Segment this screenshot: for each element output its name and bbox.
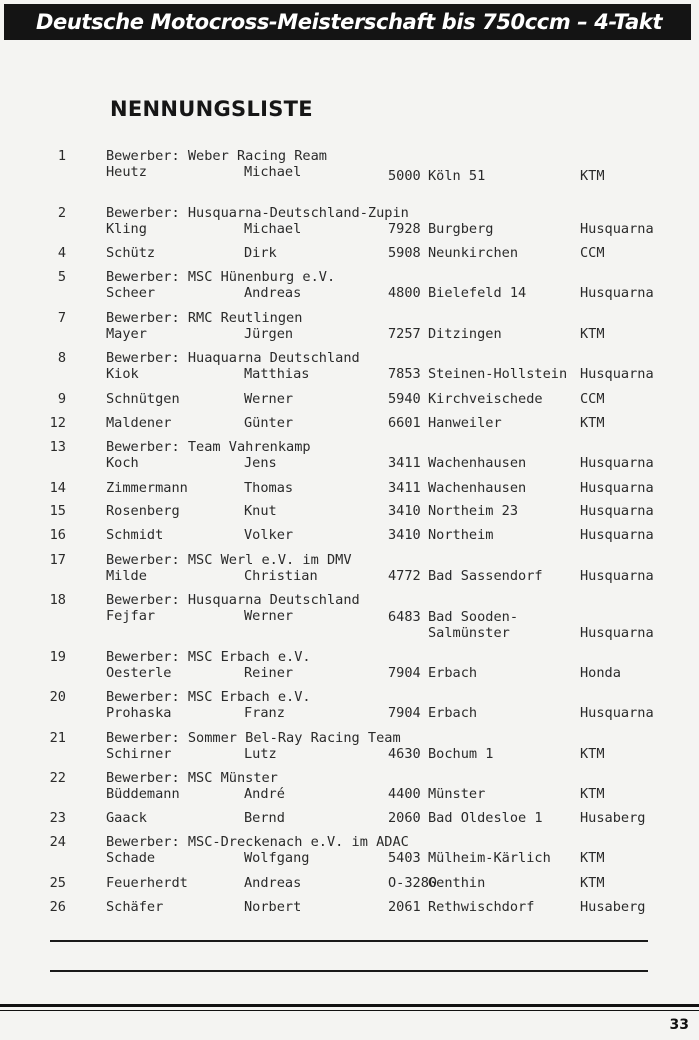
rider-last-name: Kling [106,221,147,237]
entry-row [0,439,699,479]
entrant-team: Bewerber: MSC Erbach e.V. [106,689,311,705]
rider-last-name: Heutz [106,164,147,180]
rider-last-name: Scheer [106,285,156,301]
postal-code: 3410 [388,527,421,543]
motorcycle-make: Husquarna [580,285,654,301]
motorcycle-make: Husquarna [580,221,654,237]
motorcycle-make: Husquarna [580,455,654,471]
motorcycle-make: Husquarna [580,503,654,519]
city: Wachenhausen [428,455,527,471]
rider-first-name: Werner [244,608,294,624]
rider-first-name: Thomas [244,480,294,496]
entry-number: 1 [57,148,66,164]
rider-last-name: Oesterle [106,665,172,681]
motorcycle-make: Husquarna [580,625,654,641]
entry-number: 9 [57,391,66,407]
motorcycle-make: KTM [580,415,605,431]
footer-rule [0,1004,699,1007]
rider-first-name: Reiner [244,665,294,681]
entry-number: 4 [57,245,66,261]
entry-number: 18 [49,592,66,608]
rider-last-name: Gaack [106,810,147,826]
entry-number: 12 [49,415,66,431]
rider-first-name: Franz [244,705,285,721]
header-bar [4,4,691,40]
motorcycle-make: Husquarna [580,480,654,496]
entry-number: 19 [49,649,66,665]
postal-code: 3411 [388,455,421,471]
postal-code: 3410 [388,503,421,519]
blank-line-2 [50,970,648,972]
entry-number: 2 [57,205,66,221]
motorcycle-make: KTM [580,326,605,342]
entrant-team: Bewerber: RMC Reutlingen [106,310,303,326]
postal-code: 4772 [388,568,421,584]
rider-last-name: Schnütgen [106,391,180,407]
entry-row [0,269,699,309]
entry-row [0,834,699,874]
rider-last-name: Büddemann [106,786,180,802]
rider-last-name: Mayer [106,326,147,342]
postal-code: 5000 [388,168,421,184]
entry-number: 8 [57,350,66,366]
entry-row [0,310,699,350]
rider-first-name: Michael [244,164,302,180]
city: Northeim 23 [428,503,519,519]
postal-code: 5940 [388,391,421,407]
postal-code: 7853 [388,366,421,382]
city: Bochum 1 [428,746,494,762]
motorcycle-make: KTM [580,875,605,891]
entry-number: 15 [49,503,66,519]
entry-number: 25 [49,875,66,891]
postal-code: 7928 [388,221,421,237]
entry-number: 17 [49,552,66,568]
motorcycle-make: Husquarna [580,527,654,543]
postal-code: 7904 [388,665,421,681]
postal-code: 4630 [388,746,421,762]
entrant-team: Bewerber: MSC Hünenburg e.V. [106,269,336,285]
entrant-team: Bewerber: Sommer Bel-Ray Racing Team [106,730,401,746]
city: Genthin [428,875,486,891]
rider-first-name: Knut [244,503,277,519]
rider-first-name: Bernd [244,810,285,826]
postal-code: 5403 [388,850,421,866]
rider-first-name: Matthias [244,366,310,382]
entry-number: 5 [57,269,66,285]
motorcycle-make: Husaberg [580,899,646,915]
city: Hanweiler [428,415,502,431]
entrant-team: Bewerber: MSC Münster [106,770,278,786]
rider-last-name: Milde [106,568,147,584]
postal-code: 7904 [388,705,421,721]
city: Neunkirchen [428,245,519,261]
city: Bad Sassendorf [428,568,543,584]
rider-first-name: André [244,786,285,802]
rider-last-name: Zimmermann [106,480,188,496]
entry-number: 21 [49,730,66,746]
entrant-team: Bewerber: Huaquarna Deutschland [106,350,360,366]
city: Burgberg [428,221,494,237]
document-title: NENNUNGSLISTE [110,97,313,121]
rider-last-name: Schade [106,850,156,866]
entrant-team: Bewerber: Team Vahrenkamp [106,439,311,455]
city: Ditzingen [428,326,502,342]
rider-last-name: Koch [106,455,139,471]
entry-number: 13 [49,439,66,455]
entry-number: 16 [49,527,66,543]
entry-row [0,552,699,592]
motorcycle-make: CCM [580,245,605,261]
rider-last-name: Kiok [106,366,139,382]
city: Bielefeld 14 [428,285,527,301]
city: Münster [428,786,486,802]
page-number: 33 [669,1017,689,1033]
postal-code: 5908 [388,245,421,261]
motorcycle-make: Husquarna [580,366,654,382]
rider-first-name: Norbert [244,899,302,915]
rider-first-name: Christian [244,568,318,584]
rider-first-name: Jens [244,455,277,471]
postal-code: 7257 [388,326,421,342]
city: Erbach [428,705,478,721]
city: Bad Oldesloe 1 [428,810,543,826]
header-title: Deutsche Motocross-Meisterschaft bis 750ccm – 4-Takt [36,10,663,34]
entry-row [0,730,699,770]
motorcycle-make: Honda [580,665,621,681]
motorcycle-make: Husaberg [580,810,646,826]
city: Erbach [428,665,478,681]
postal-code: 2061 [388,899,421,915]
postal-code: 6601 [388,415,421,431]
rider-last-name: Schütz [106,245,156,261]
rider-last-name: Prohaska [106,705,172,721]
rider-first-name: Wolfgang [244,850,310,866]
entry-row [0,899,699,939]
entry-row [0,649,699,689]
rider-last-name: Schmidt [106,527,164,543]
motorcycle-make: KTM [580,746,605,762]
rider-first-name: Volker [244,527,294,543]
entrant-team: Bewerber: MSC-Dreckenach e.V. im ADAC [106,834,409,850]
city: Steinen-Hollstein [428,366,568,382]
entry-number: 26 [49,899,66,915]
entry-number: 14 [49,480,66,496]
rider-last-name: Maldener [106,415,172,431]
entry-number: 23 [49,810,66,826]
entry-number: 7 [57,310,66,326]
city: Bad Sooden- [428,609,519,625]
city: Wachenhausen [428,480,527,496]
entry-row [0,350,699,390]
rider-first-name: Werner [244,391,294,407]
rider-last-name: Schäfer [106,899,164,915]
rider-last-name: Feuerherdt [106,875,188,891]
footer-rule-thin [0,1010,699,1011]
rider-last-name: Rosenberg [106,503,180,519]
entry-row [0,770,699,810]
motorcycle-make: KTM [580,850,605,866]
postal-code: 6483 [388,609,421,625]
postal-code: 3411 [388,480,421,496]
entry-row [0,148,699,188]
rider-first-name: Jürgen [244,326,294,342]
entrant-team: Bewerber: Husquarna Deutschland [106,592,360,608]
rider-last-name: Schirner [106,746,172,762]
entry-row [0,205,699,245]
entry-row [0,689,699,729]
motorcycle-make: Husquarna [580,705,654,721]
entrant-team: Bewerber: Weber Racing Ream [106,148,327,164]
city-line-2: Salmünster [428,625,510,641]
entry-number: 20 [49,689,66,705]
postal-code: 2060 [388,810,421,826]
city: Rethwischdorf [428,899,535,915]
postal-code: 4400 [388,786,421,802]
entrant-team: Bewerber: MSC Erbach e.V. [106,649,311,665]
postal-code: 4800 [388,285,421,301]
entry-row [0,592,699,641]
rider-first-name: Andreas [244,875,302,891]
rider-first-name: Lutz [244,746,277,762]
rider-first-name: Andreas [244,285,302,301]
rider-first-name: Michael [244,221,302,237]
motorcycle-make: Husquarna [580,568,654,584]
entrant-team: Bewerber: MSC Werl e.V. im DMV [106,552,352,568]
city: Northeim [428,527,494,543]
rider-last-name: Fejfar [106,608,156,624]
entry-number: 24 [49,834,66,850]
entrant-team: Bewerber: Husquarna-Deutschland-Zupin [106,205,409,221]
rider-first-name: Günter [244,415,294,431]
entry-number: 22 [49,770,66,786]
city: Köln 51 [428,168,486,184]
postal-code: O-3280 [388,875,438,891]
motorcycle-make: CCM [580,391,605,407]
motorcycle-make: KTM [580,168,605,184]
motorcycle-make: KTM [580,786,605,802]
blank-line-1 [50,940,648,942]
city: Mülheim-Kärlich [428,850,551,866]
rider-first-name: Dirk [244,245,277,261]
city: Kirchveischede [428,391,543,407]
